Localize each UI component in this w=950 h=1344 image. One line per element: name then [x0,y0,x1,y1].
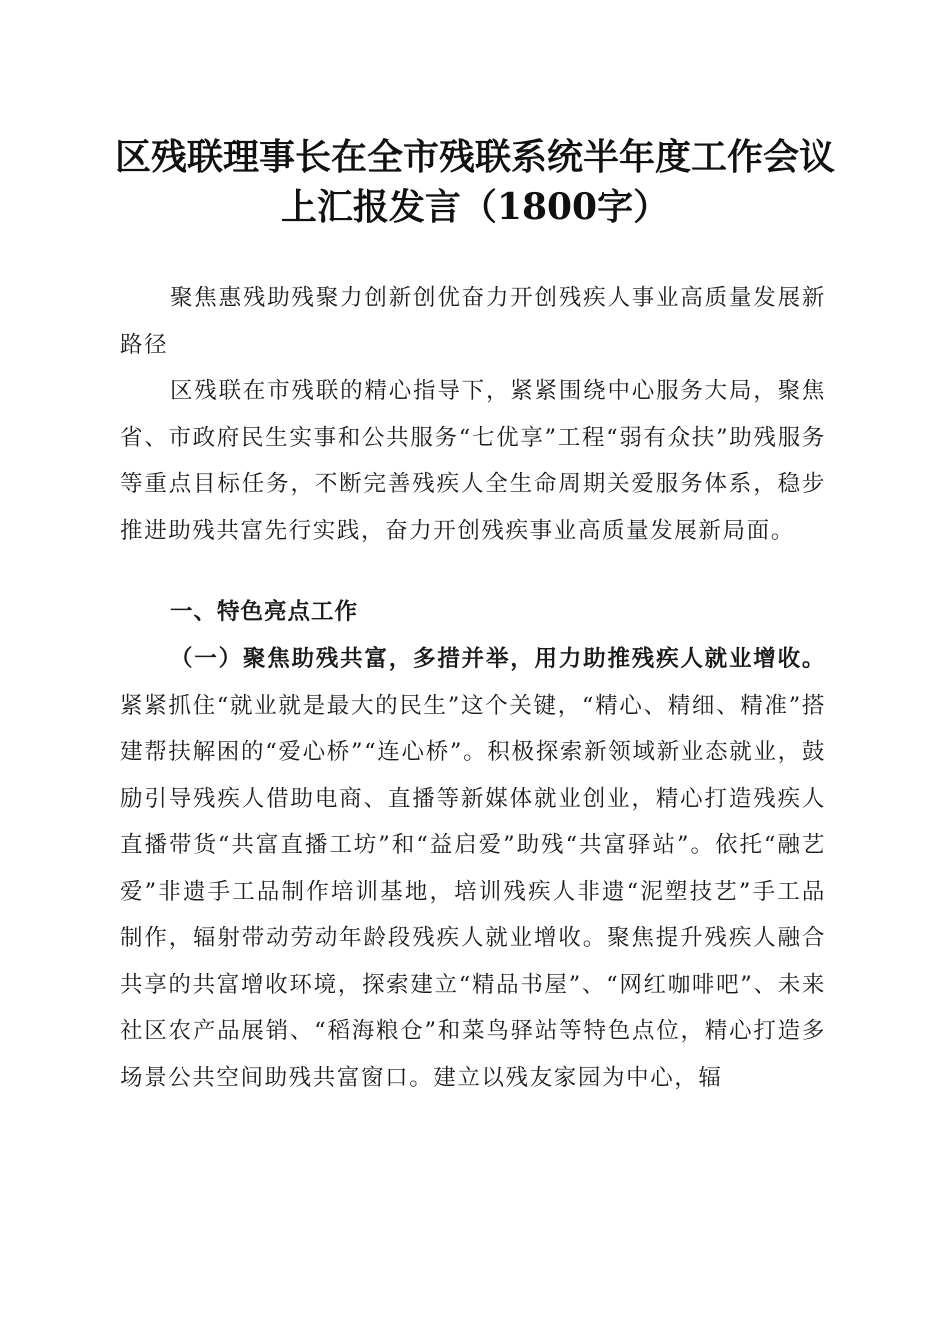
title-line-1: 区残联理事长在全市残联系统半年度工作会议 [114,136,835,178]
section-heading: 一、特色亮点工作 [170,599,359,625]
item1-heading: （一）聚焦助残共富，多措并举，用力助推残疾人就业增收。 [170,646,826,672]
title-line-2: 上汇报发言（1800字） [280,186,670,228]
subtitle-paragraph: 聚焦惠残助残聚力创新创优奋力开创残疾人事业高质量发展新路径 [120,285,826,358]
item1-paragraph [120,636,826,1101]
item1-body: 紧紧抓住“就业就是最大的民生”这个关键，“精心、精细、精准”搭建帮扶解困的“爱心桥”“连心桥”。积极探索新领域新业态就业，鼓励引导残疾人借助电商、直播等新媒体就业创业，精心打造残疾人直播带货“共富直播工坊”和“益启爱”助残“共富驿站”。依托“融艺爱”非遗手工品制作培训基地，培训残疾人非遗“泥塑技艺”手工品制作，辐射带动劳动年龄段残疾人就业增收。聚焦提升残疾人融合共享的共富增收环境，探索建立“精品书屋”、“网红咖啡吧”、未来社区农产品展销、“稻海粮仓”和菜鸟驿站等特色点位，精心打造多场景公共空间助残共富窗口。建立以残友家园为中心，辐 [120,692,826,1091]
intro-paragraph: 区残联在市残联的精心指导下，紧紧围绕中心服务大局，聚焦省、市政府民生实事和公共服务“七优享”工程“弱有众扶”助残服务等重点目标任务，不断完善残疾人全生命周期关爱服务体系，稳步推进助残共富先行实践，奋力开创残疾事业高质量发展新局面。 [120,378,826,544]
document-title [100,132,850,232]
